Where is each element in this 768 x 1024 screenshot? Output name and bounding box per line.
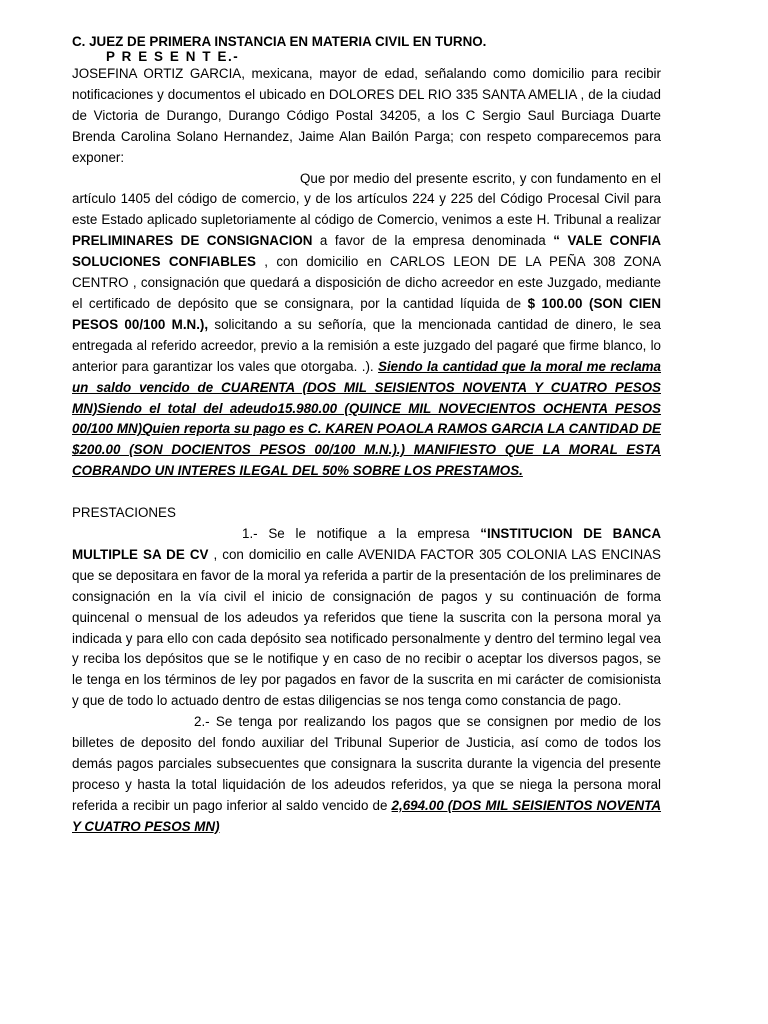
spacer	[72, 482, 661, 503]
body-bold-amount: $ 100.00 (SON CIEN PESOS 00/100 M.N.),	[72, 295, 661, 332]
body-text-3: , con domicilio en CARLOS LEON DE LA PEÑA 308 ZONA CENTRO , consignación que quedará a disposición de dicho acreedor en este Juzgado, mediante el certificado de depósito que se consignara, por la cantidad líquida de	[72, 254, 661, 311]
body-text-1: Que por medio del presente escrito, y con fundamento en el artículo 1405 del código de comercio, y de los artículos 224 y 225 del Código Procesal Civil para este Estado aplicado supletoriamente al código de Comercio, venimos a este H. Tribunal a realizar	[72, 170, 661, 228]
body-paragraph	[72, 169, 661, 483]
presente-line: P R E S E N T E.-	[106, 49, 240, 64]
intro-paragraph: JOSEFINA ORTIZ GARCIA, mexicana, mayor de edad, señalando como domicilio para recibir notificaciones y documentos el ubicado en DOLORES DEL RIO 335 SANTA AMELIA , de la ciudad de Victoria de Durango, Durango Código Postal 34205, a los C Sergio Saul Burciaga Duarte Brenda Carolina Solano Hernandez, Jaime Alan Bailón Parga; con respeto comparecemos para exponer:	[72, 66, 661, 165]
addressee-line: C. JUEZ DE PRIMERA INSTANCIA EN MATERIA CIVIL EN TURNO.	[72, 34, 487, 49]
body-text-2: a favor de la empresa denominada	[312, 233, 554, 249]
prestaciones-heading: PRESTACIONES	[72, 505, 176, 521]
prestacion-2-underlined-amount: 2,694.00 (DOS MIL SEISIENTOS NOVENTA Y CUATRO PESOS MN)	[72, 797, 662, 834]
body-bold-preliminares: PRELIMINARES DE CONSIGNACION	[72, 233, 313, 249]
prestacion-1-text-1: 1.- Se le notifique a la empresa	[242, 526, 481, 542]
prestacion-1	[72, 524, 661, 712]
legal-document	[72, 34, 661, 838]
body-bold-company: “ VALE CONFIA SOLUCIONES CONFIABLES	[72, 233, 661, 270]
prestacion-2	[72, 712, 661, 837]
prestacion-1-text-2: , con domicilio en calle AVENIDA FACTOR 305 COLONIA LAS ENCINAS que se depositara en favor de la moral ya referida a partir de la presentación de los preliminares de consignación en la vía civil el inicio de consignación de pagos y su continuación de forma quincenal o mensual de los adeudos ya referidos que tiene la suscrita con la persona moral ya indicada y para ello con cada depósito sea notificado personalmente y dentro del termino legal vea y reciba los depósitos que se le notifique y en caso de no recibir o aceptar los diversos pagos, se le tenga en los términos de ley por pagados en favor de la suscrita en mi carácter de comisionista y que de todo lo actuado dentro de estas diligencias se nos tenga como constancia de pago.	[72, 546, 661, 709]
prestacion-2-text-1: 2.- Se tenga por realizando los pagos que se consignen por medio de los billetes de deposito del fondo auxiliar del Tribunal Superior de Justicia, así como de todos los demás pagos parciales subsecuentes que consignara la suscrita durante la vigencia del presente proceso y hasta la total liquidación de los adeudos referidos, ya que se niega la persona moral referida a recibir un pago inferior al saldo vencido de	[72, 714, 661, 813]
body-underlined-claim: Siendo la cantidad que la moral me reclama un saldo vencido de CUARENTA (DOS MIL SEISIENTOS NOVENTA Y CUATRO PESOS MN)Siendo el total del adeudo15.980.00 (QUINCE MIL NOVECIENTOS OCHENTA PESOS 00/100 MN)Quien reporta su pago es C. KAREN POAOLA RAMOS GARCIA LA CANTIDAD DE $200.00 (SON DOCIENTOS PESOS 00/100 M.N.).) MANIFIESTO QUE LA MORAL ESTA COBRANDO UN INTERES ILEGAL DEL 50% SOBRE LOS PRESTAMOS.	[72, 358, 662, 479]
body-text-4: solicitando a su señoría, que la mencionada cantidad de dinero, le sea entregada al referido acreedor, previo a la remisión a este juzgado del pagaré que firme blanco, lo anterior para garantizar los vales que otorgaba. .).	[72, 316, 662, 374]
prestacion-1-bold-company: “INSTITUCION DE BANCA MULTIPLE SA DE CV	[72, 526, 661, 562]
